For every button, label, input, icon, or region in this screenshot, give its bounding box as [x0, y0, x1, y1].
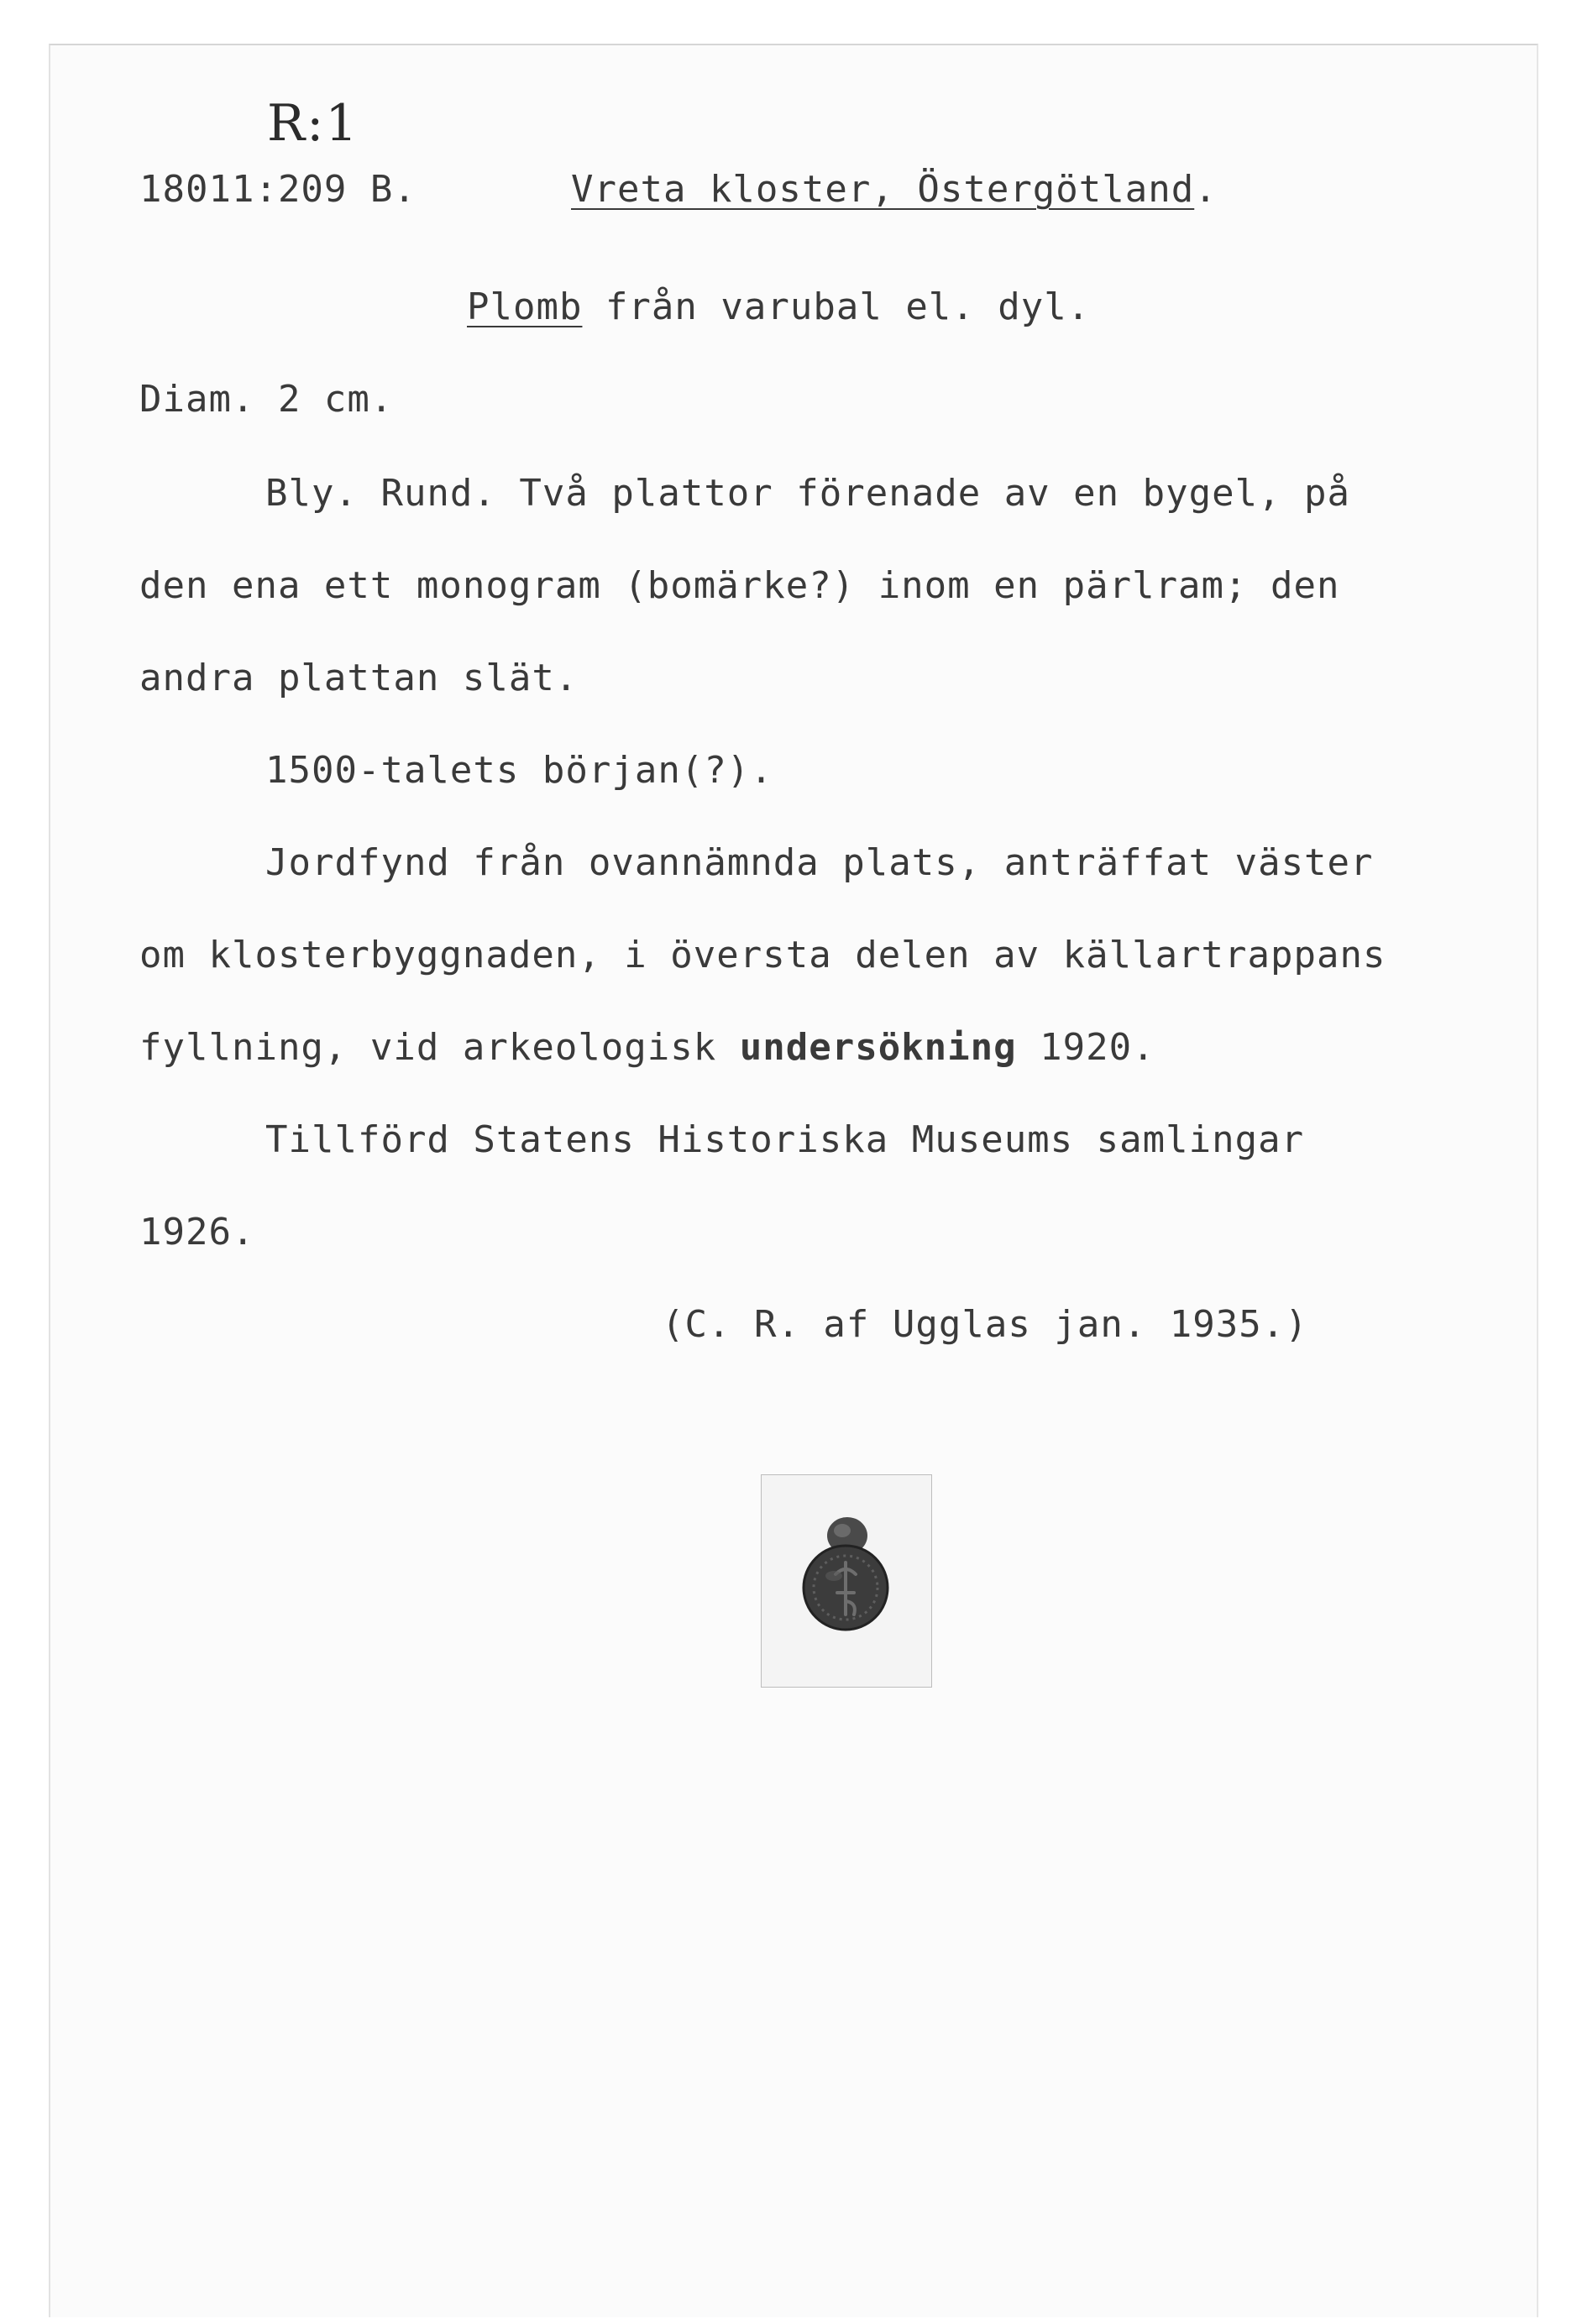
handwritten-mark: R:1	[267, 94, 359, 153]
lead-seal-image	[762, 1475, 931, 1687]
acquisition-line-1: Tillförd Statens Historiska Museums samlingar	[265, 1118, 1305, 1161]
dimension: Diam. 2 cm.	[139, 378, 394, 421]
object-word: Plomb	[467, 285, 583, 328]
description-line-2: den ena ett monogram (bomärke?) inom en pärlram; den	[139, 564, 1340, 607]
description-line-3: andra plattan slät.	[139, 657, 579, 699]
object-rest: från varubal el. dyl.	[582, 285, 1091, 328]
location-text: Vreta kloster, Östergötland	[571, 168, 1195, 211]
location-trailing: .	[1194, 168, 1218, 211]
find-line-2: om klosterbyggnaden, i översta delen av källartrappans	[139, 934, 1386, 976]
find-line-3-start: fyllning, vid arkeologisk	[139, 1026, 740, 1069]
acquisition-line-2: 1926.	[139, 1211, 255, 1254]
dating: 1500-talets början(?).	[265, 749, 773, 792]
catalog-card	[49, 44, 1538, 2317]
catalog-number: 18011:209 B.	[139, 168, 417, 211]
seal-photo	[761, 1474, 932, 1688]
find-line-3	[139, 1026, 1155, 1069]
location-heading	[571, 168, 1218, 211]
find-line-3-end: 1920.	[1016, 1026, 1155, 1069]
signature: (C. R. af Ugglas jan. 1935.)	[662, 1303, 1308, 1346]
find-line-3-bold: undersökning	[739, 1026, 1017, 1069]
find-line-1: Jordfynd från ovannämnda plats, anträffat väster	[265, 841, 1374, 884]
description-line-1: Bly. Rund. Två plattor förenade av en bygel, på	[265, 472, 1351, 515]
object-title	[467, 285, 1091, 328]
